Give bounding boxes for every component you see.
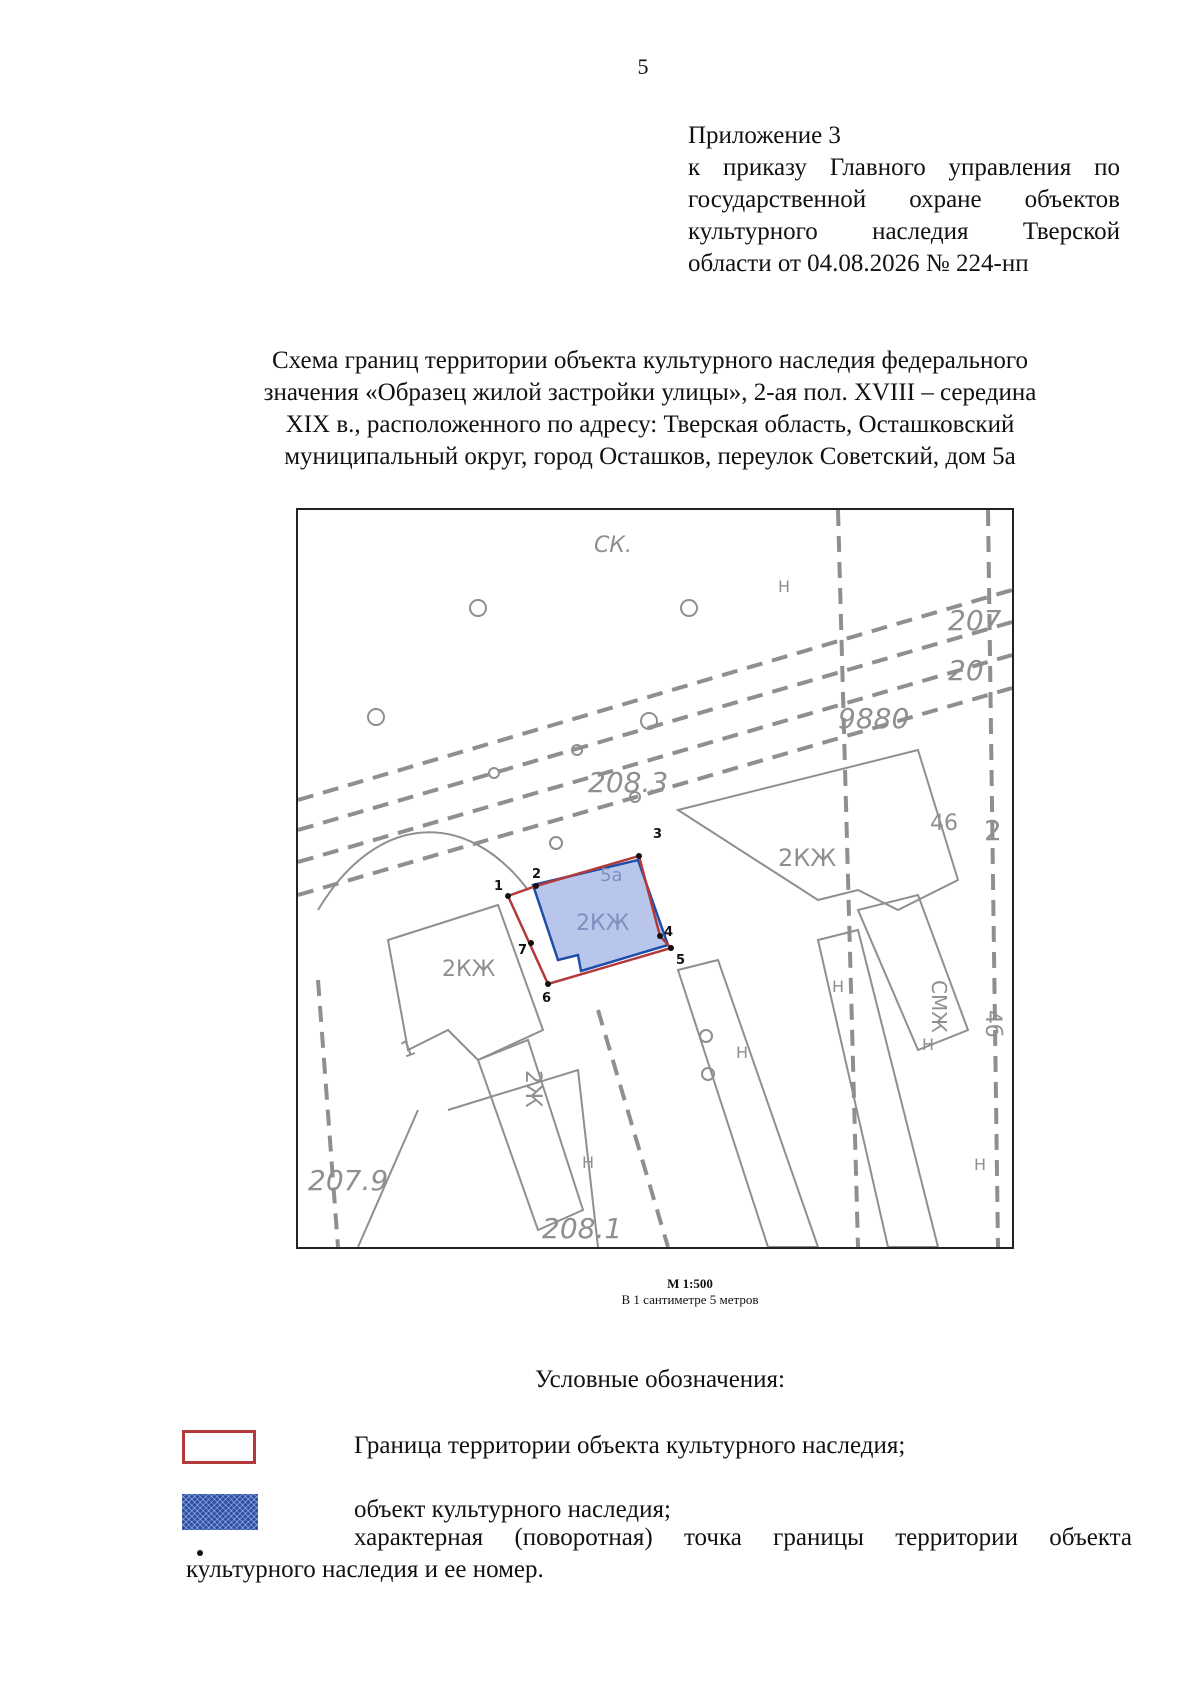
page-number: 5 (637, 54, 649, 79)
tree-circle-1 (470, 600, 486, 616)
building-outlines (318, 750, 968, 1247)
tree-circle-2 (681, 600, 697, 616)
scale-ratio: М 1:500 (667, 1276, 713, 1291)
appendix-line-3: государственной охране объектов (688, 186, 1120, 213)
turning-point-label-5: 5 (676, 953, 686, 968)
scheme-title-line-2: значения «Образец жилой застройки улицы», 2-ая пол. XVIII – середина (263, 379, 1037, 406)
appendix-line-4: культурного наследия Тверской (688, 218, 1120, 245)
map-label-4b: 4б (980, 1010, 1005, 1038)
appendix-line-2: к приказу Главного управления по (688, 154, 1120, 181)
turning-point-label-6: 6 (542, 991, 552, 1006)
building-2kzh-left (388, 905, 543, 1060)
map-scale (400, 1276, 980, 1308)
map-label-5a: 5а (600, 865, 623, 886)
legend-boundary-swatch (182, 1430, 256, 1464)
scheme-title-line-1: Схема границ территории объекта культурного наследия федерального (271, 347, 1029, 374)
turning-point-1 (505, 893, 511, 899)
map-label-20: 20 (948, 654, 984, 687)
tree-circle-3 (368, 709, 384, 725)
building-2kzh-right (678, 750, 958, 910)
appendix-header (688, 120, 1120, 280)
map-label-208-3: 208.3 (588, 766, 669, 799)
appendix-line-1: Приложение 3 (688, 122, 841, 149)
curved-line (318, 832, 528, 910)
turning-point-label-2: 2 (532, 867, 542, 882)
building-2zh (478, 1040, 583, 1230)
map-label-46: 46 (930, 811, 958, 836)
turning-point-6 (545, 981, 551, 987)
appendix-line-5: области от 04.08.2026 № 224-нп (688, 250, 1029, 277)
map-label-2kzh-right: 2КЖ (778, 844, 837, 872)
tree-circle-8 (550, 837, 562, 849)
map-label-207: 207 (948, 604, 1002, 637)
road-dashed-lines (298, 510, 1012, 1247)
map-label-n-4: Н (736, 1043, 749, 1062)
map-label-2kzh-left: 2КЖ (442, 957, 496, 982)
turning-point-label-1: 1 (494, 879, 504, 894)
map-label-207-9: 207.9 (308, 1164, 389, 1197)
tree-circle-6 (489, 768, 499, 778)
turning-point-4 (657, 933, 663, 939)
map-label-smzh: СМЖ (927, 980, 951, 1033)
scheme-title-line-3: XIX в., расположенного по адресу: Тверская область, Осташковский (285, 411, 1015, 438)
map-label-n-3: Н (922, 1035, 935, 1054)
turning-point-5 (668, 945, 674, 951)
turning-point-7 (528, 940, 534, 946)
scheme-title (150, 345, 1150, 473)
map-label-9880: 9880 (838, 702, 910, 735)
map-label-2-right: 2 (984, 814, 1002, 847)
map-svg (298, 510, 1012, 1247)
cadastral-map (296, 508, 1014, 1249)
turning-point-label-4: 4 (664, 925, 674, 940)
map-text-labels (308, 533, 1005, 1245)
turning-point-label-3: 3 (653, 827, 663, 842)
trees (368, 600, 714, 1080)
turning-point-label-7: 7 (518, 943, 528, 958)
scheme-title-line-4: муниципальный округ, город Осташков, переулок Советский, дом 5а (284, 443, 1016, 470)
map-label-2kzh-center: 2КЖ (576, 911, 630, 936)
map-label-n-5: Н (582, 1153, 595, 1172)
map-label-n-6: Н (974, 1155, 987, 1174)
legend-turning-point-text: характерная (поворотная) точка границы территории объекта культурного наследия и ее номер. (186, 1524, 1132, 1583)
legend-title: Условные обозначения: (534, 1366, 786, 1393)
legend-boundary-text: Граница территории объекта культурного наследия; (354, 1432, 906, 1459)
turning-point-3 (636, 853, 642, 859)
map-label-208-1: 208.1 (542, 1212, 623, 1245)
map-label-n-1: Н (778, 577, 791, 596)
scale-description: В 1 сантиметре 5 метров (621, 1292, 759, 1307)
map-label-n-2: Н (832, 977, 845, 996)
map-label-2zh: 2Ж (520, 1070, 545, 1108)
tree-circle-9 (700, 1030, 712, 1042)
legend-object-text: объект культурного наследия; (354, 1496, 671, 1523)
map-label-1: 1 (397, 1035, 420, 1064)
road-line-v3 (318, 980, 338, 1247)
building-n-center (678, 960, 818, 1247)
road-line-v1 (838, 510, 858, 1247)
turning-point-2 (533, 883, 539, 889)
map-label-sk: СК. (594, 533, 632, 558)
